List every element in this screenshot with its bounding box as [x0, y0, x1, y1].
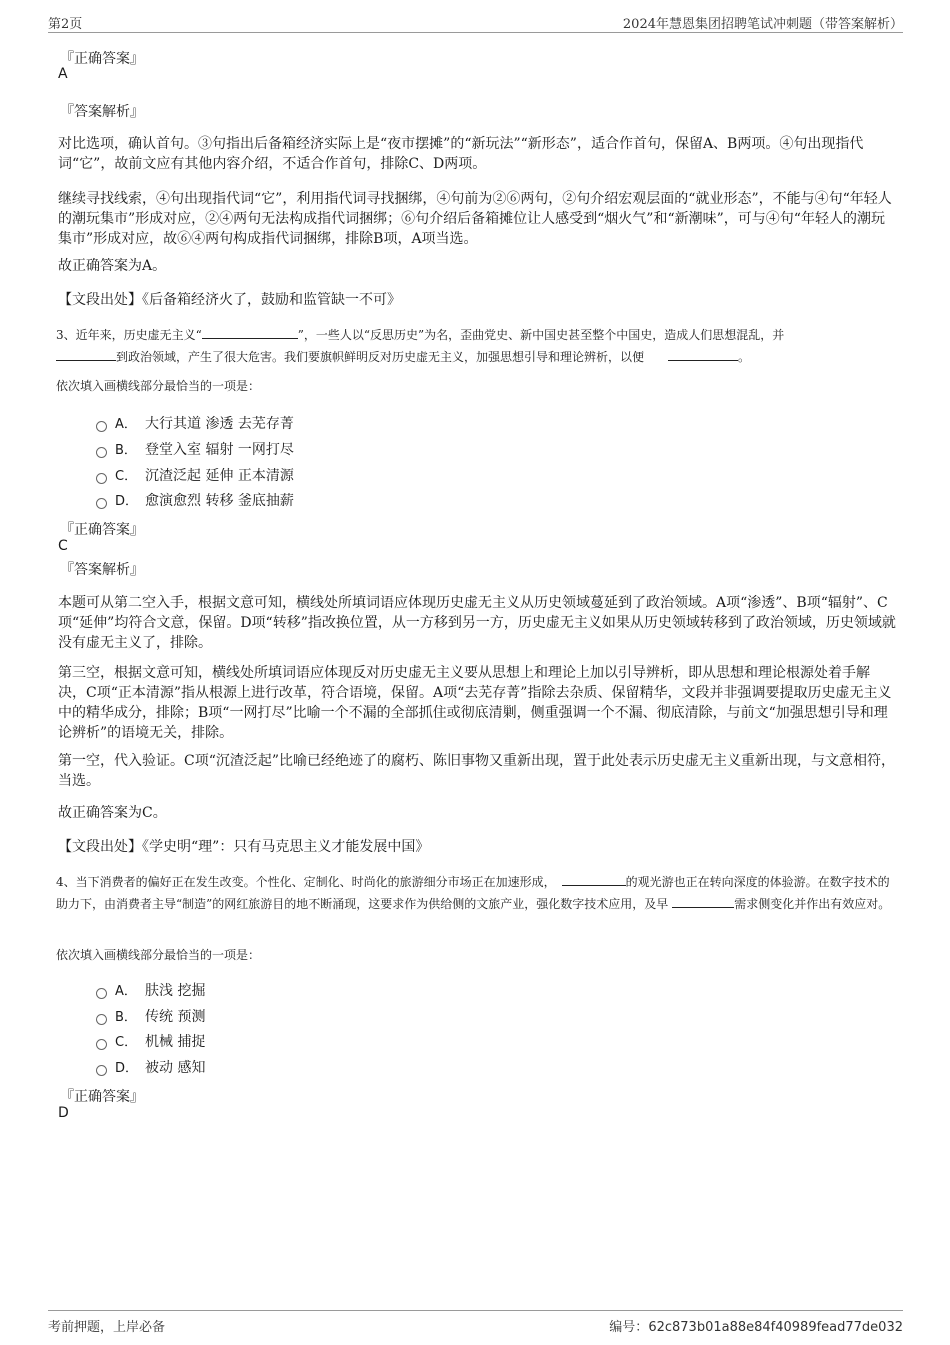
radio-icon[interactable] — [96, 1065, 107, 1076]
q3-analysis-p2: 第三空，根据文意可知，横线处所填词语应体现反对历史虚无主义要从思想上和理论上加以引导辨析，即从思想和理论根源处着手解决，C项“正本清源”指从根源上进行改革，符合语境，保留。A项“去芜存菁”指除去杂质、保留精华，文段并非强调要提取历史虚无主义中的精华成分，排除；B项“一网打尽”比喻一个不漏的全部抓住或彻底清剿，侧重强调一个不漏、彻底清除，与前文“加强思想引导和理论辨析”的语境无关，排除。 — [58, 665, 892, 741]
q2-source: 【文段出处】《后备箱经济火了，鼓励和监管缺一不可》 — [58, 292, 401, 308]
footer-slogan: 考前押题，上岸必备 — [48, 1320, 166, 1335]
q2-analysis-p3: 故正确答案为A。 — [58, 258, 167, 274]
radio-icon[interactable] — [96, 498, 107, 509]
q4-blank-2[interactable] — [672, 893, 734, 908]
q4-prompt: 依次填入画横线部分最恰当的一项是： — [56, 948, 261, 962]
q2-answer-label: 『正确答案』 — [60, 51, 144, 67]
q3-analysis-p1: 本题可从第二空入手，根据文意可知，横线处所填词语应体现历史虚无主义从历史领域蔓延到了政治领域。A项“渗透”、B项“辐射”、C项“延伸”均符合文意，保留。D项“转移”指改换位置，从一方移到另一方，历史虚无主义如果从历史领域转移到了政治领域，历史领域就没有虚无主义了，排除。 — [58, 595, 896, 651]
q3-option-c[interactable]: C． 沉渣泛起 延伸 正本清源 — [96, 465, 294, 487]
q3-blank-2[interactable] — [56, 346, 116, 361]
q4-option-a[interactable]: A． 肤浅 挖掘 — [96, 980, 205, 1002]
radio-icon[interactable] — [96, 473, 107, 484]
q4-blank-1[interactable] — [562, 871, 626, 886]
q3-analysis-label: 『答案解析』 — [60, 562, 144, 578]
q3-analysis-p3: 第一空，代入验证。C项“沉渣泛起”比喻已经绝迹了的腐朽、陈旧事物又重新出现，置于此处表示历史虚无主义重新出现，与文意相符，当选。 — [58, 753, 896, 789]
q2-analysis-label: 『答案解析』 — [60, 104, 144, 120]
page-number: 第2页 — [48, 17, 83, 32]
q3-stem: 3、近年来，历史虚无主义“ ”，一些人以“反思历史”为名，歪曲党史、新中国史甚至整个中国史，造成人们思想混乱，并 到政治领域，产生了很大危害。我们要旗帜鲜明反对历史虚无主义，加强思想引导和理论辨析，以便 。 — [56, 324, 898, 368]
q3-option-d[interactable]: D． 愈演愈烈 转移 釜底抽薪 — [96, 490, 294, 512]
q3-blank-3[interactable] — [668, 346, 738, 361]
q4-option-d[interactable]: D． 被动 感知 — [96, 1057, 205, 1079]
q4-answer-label: 『正确答案』 — [60, 1089, 144, 1105]
q3-prompt: 依次填入画横线部分最恰当的一项是： — [56, 379, 261, 393]
radio-icon[interactable] — [96, 988, 107, 999]
q3-blank-1[interactable] — [202, 324, 298, 339]
q2-analysis-p2: 继续寻找线索，④句出现指代词“它”，利用指代词寻找捆绑，④句前为②⑥两句，②句介绍宏观层面的“就业形态”，不能与④句“年轻人的潮玩集市”形成对应，②④两句无法构成指代词捆绑；⑥句介绍后备箱摊位让人感受到“烟火气”和“新潮味”，可与④句“年轻人的潮玩集市”形成对应，故⑥④两句构成指代词捆绑，排除B项，A项当选。 — [58, 191, 892, 247]
page-footer — [48, 1310, 903, 1333]
q3-source: 【文段出处】《学史明“理”：只有马克思主义才能发展中国》 — [58, 839, 430, 855]
q2-analysis-p1: 对比选项，确认首句。③句指出后备箱经济实际上是“夜市摆摊”的“新玩法”“新形态”，适合作首句，保留A、B两项。④句出现指代词“它”，故前文应有其他内容介绍，不适合作首句，排除C、D两项。 — [58, 136, 864, 172]
radio-icon[interactable] — [96, 1014, 107, 1025]
q3-answer-label: 『正确答案』 — [60, 522, 144, 538]
q3-option-b[interactable]: B． 登堂入室 辐射 一网打尽 — [96, 439, 294, 461]
q3-analysis-p4: 故正确答案为C。 — [58, 805, 167, 821]
document-title: 2024年慧恩集团招聘笔试冲刺题（带答案解析） — [622, 17, 903, 32]
q4-option-b[interactable]: B． 传统 预测 — [96, 1006, 205, 1028]
q4-answer: D — [58, 1105, 69, 1121]
q2-answer: A — [58, 66, 68, 82]
q4-option-c[interactable]: C． 机械 捕捉 — [96, 1031, 205, 1053]
q4-stem: 4、当下消费者的偏好正在发生改变。个性化、定制化、时尚化的旅游细分市场正在加速形成， 的观光游也正在转向深度的体验游。在数字技术的助力下，由消费者主导“制造”的网红旅游目的地不断涌现，这要求作为供给侧的文旅产业，强化数字技术应用，及早 需求侧变化并作出有效应对。 — [56, 871, 898, 915]
q3-answer: C — [58, 538, 68, 554]
q3-option-a[interactable]: A． 大行其道 渗透 去芜存菁 — [96, 413, 294, 435]
page-header — [48, 12, 903, 33]
radio-icon[interactable] — [96, 421, 107, 432]
radio-icon[interactable] — [96, 447, 107, 458]
radio-icon[interactable] — [96, 1039, 107, 1050]
footer-code: 编号：62c873b01a88e84f40989fead77de032 — [609, 1320, 903, 1335]
